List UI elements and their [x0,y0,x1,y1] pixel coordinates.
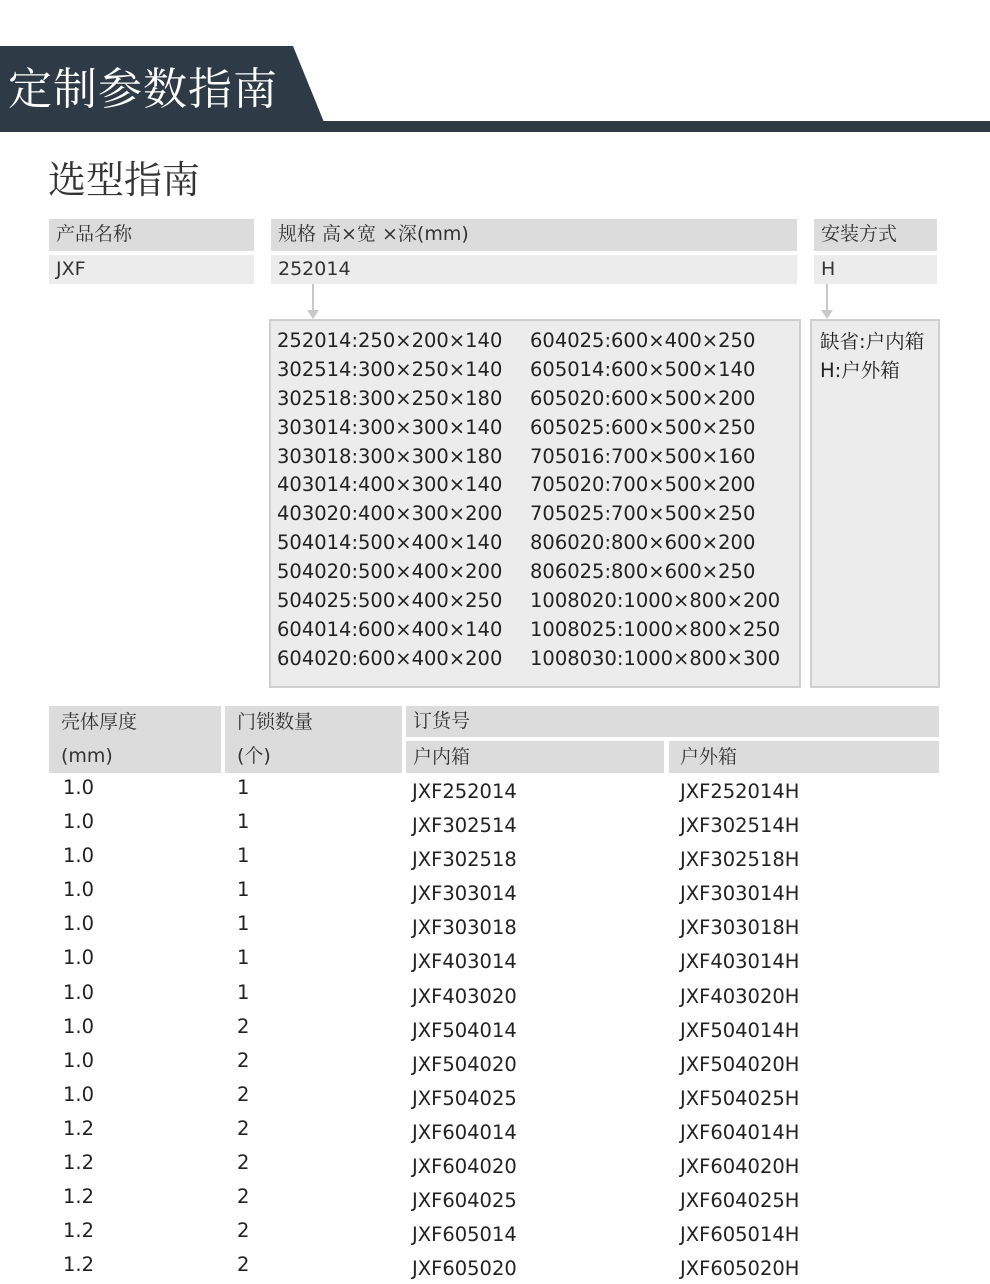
outdoor-order-cell: JXF252014H [680,780,800,803]
section-title: 选型指南 [48,158,201,202]
install-option: H:户外箱 [820,359,900,382]
spec-option: 705016:700×500×160 [530,444,756,468]
spec-arrow-head [307,310,319,319]
locks-cell: 2 [237,1116,250,1140]
spec-option: 303014:300×300×140 [277,415,503,439]
locks-cell: 2 [237,1048,250,1072]
thickness-cell: 1.2 [63,1116,95,1140]
thickness-header-line1: 壳体厚度 [61,711,138,733]
locks-cell: 2 [237,1219,250,1243]
outdoor-order-cell: JXF604025H [680,1189,800,1213]
banner-title: 定制参数指南 [8,64,278,115]
indoor-order-cell: JXF303018 [412,916,517,940]
table-row [0,1216,990,1250]
spec-option: 705020:700×500×200 [530,473,756,497]
locks-cell: 2 [237,1014,250,1038]
spec-option: 806025:800×600×250 [530,560,756,584]
spec-option: 504025:500×400×250 [277,589,503,613]
outdoor-order-cell: JXF605020H [680,1257,800,1281]
thickness-cell: 1.2 [63,1253,95,1277]
locks-header-line2: (个) [237,745,271,767]
spec-option: 504014:500×400×140 [277,531,503,555]
locks-cell: 1 [237,776,250,799]
outdoor-order-cell: JXF605014H [680,1223,800,1247]
spec-option: 302514:300×250×140 [277,357,503,381]
spec-list-right [530,327,780,674]
install-arrow-line [826,284,828,312]
table-row [0,1080,990,1114]
locks-cell: 1 [237,844,250,868]
outdoor-order-cell: JXF604014H [680,1120,800,1144]
install-arrow-head [821,310,833,319]
spec-option: 303018:300×300×180 [277,444,503,468]
install-option: 缺省:户内箱 [820,330,925,353]
locks-cell: 2 [237,1253,250,1277]
table-row [0,1046,990,1080]
spec-option: 1008020:1000×800×200 [530,589,781,613]
spec-option: 504020:500×400×200 [277,560,503,584]
table-row [0,978,990,1012]
locks-header-line1: 门锁数量 [237,711,314,733]
thickness-cell: 1.0 [63,912,95,936]
spec-option: 605025:600×500×250 [530,415,756,439]
locks-cell: 1 [237,912,250,936]
outdoor-order-cell: JXF504020H [680,1052,800,1076]
locks-header [225,706,402,773]
spec-option: 806020:800×600×200 [530,531,756,555]
indoor-order-cell: JXF302518 [412,848,517,872]
spec-option: 604020:600×400×200 [277,646,503,670]
indoor-order-cell: JXF605020 [412,1257,517,1281]
locks-cell: 1 [237,946,250,970]
spec-option: 1008025:1000×800×250 [530,617,781,641]
locks-cell: 1 [237,980,250,1004]
thickness-header [49,706,221,773]
thickness-header-line2: (mm) [61,745,113,767]
install-value: H [814,255,937,284]
thickness-cell: 1.0 [63,1014,95,1038]
spec-option: 705025:700×500×250 [530,502,756,526]
spec-option: 604014:600×400×140 [277,617,503,641]
indoor-order-cell: JXF403014 [412,950,517,974]
indoor-order-cell: JXF504020 [412,1052,517,1076]
order-no-header: 订货号 [406,706,939,737]
thickness-cell: 1.0 [63,776,95,799]
table-row [0,807,990,841]
indoor-header: 户内箱 [406,741,664,773]
table-row [0,1148,990,1182]
locks-cell: 2 [237,1151,250,1175]
indoor-order-cell: JXF504014 [412,1018,517,1042]
spec-option: 302518:300×250×180 [277,386,503,410]
table-row [0,1012,990,1046]
indoor-order-cell: JXF604025 [412,1189,517,1213]
indoor-order-cell: JXF302514 [412,814,517,838]
table-row [0,943,990,977]
locks-cell: 2 [237,1082,250,1106]
spec-header: 规格 高×宽 ×深(mm) [271,219,797,251]
thickness-cell: 1.0 [63,810,95,834]
indoor-order-cell: JXF504025 [412,1086,517,1110]
spec-arrow-line [312,284,314,312]
indoor-order-cell: JXF605014 [412,1223,517,1247]
outdoor-order-cell: JXF303014H [680,882,800,906]
locks-cell: 1 [237,878,250,902]
spec-option: 403014:400×300×140 [277,473,503,497]
spec-option: 605014:600×500×140 [530,357,756,381]
outdoor-order-cell: JXF302518H [680,848,800,872]
thickness-cell: 1.0 [63,946,95,970]
indoor-order-cell: JXF604014 [412,1120,517,1144]
table-row [0,875,990,909]
thickness-cell: 1.2 [63,1219,95,1243]
table-row [0,1114,990,1148]
outdoor-header: 户外箱 [669,741,939,773]
outdoor-order-cell: JXF403020H [680,984,800,1008]
thickness-cell: 1.2 [63,1151,95,1175]
spec-option: 604025:600×400×250 [530,329,756,352]
thickness-cell: 1.0 [63,980,95,1004]
indoor-order-cell: JXF303014 [412,882,517,906]
outdoor-order-cell: JXF604020H [680,1155,800,1179]
table-row [0,1182,990,1216]
thickness-cell: 1.0 [63,844,95,868]
spec-option: 252014:250×200×140 [277,329,503,352]
indoor-order-cell: JXF604020 [412,1155,517,1179]
thickness-cell: 1.2 [63,1185,95,1209]
spec-option: 1008030:1000×800×300 [530,646,781,670]
product-name-header: 产品名称 [49,219,254,251]
table-row [0,841,990,875]
indoor-order-cell: JXF252014 [412,780,517,803]
outdoor-order-cell: JXF504014H [680,1018,800,1042]
order-table-body [0,773,990,1284]
install-header: 安装方式 [814,219,937,251]
outdoor-order-cell: JXF504025H [680,1086,800,1110]
locks-cell: 1 [237,810,250,834]
spec-value: 252014 [271,255,797,284]
locks-cell: 2 [237,1185,250,1209]
spec-list-left [277,327,502,674]
spec-option: 605020:600×500×200 [530,386,756,410]
install-options-list [820,327,924,385]
outdoor-order-cell: JXF302514H [680,814,800,838]
outdoor-order-cell: JXF403014H [680,950,800,974]
thickness-cell: 1.0 [63,878,95,902]
table-row [0,909,990,943]
outdoor-order-cell: JXF303018H [680,916,800,940]
thickness-cell: 1.0 [63,1082,95,1106]
indoor-order-cell: JXF403020 [412,984,517,1008]
spec-option: 403020:400×300×200 [277,502,503,526]
table-row [0,773,990,807]
thickness-cell: 1.0 [63,1048,95,1072]
product-name-value: JXF [49,255,254,284]
table-row [0,1250,990,1284]
